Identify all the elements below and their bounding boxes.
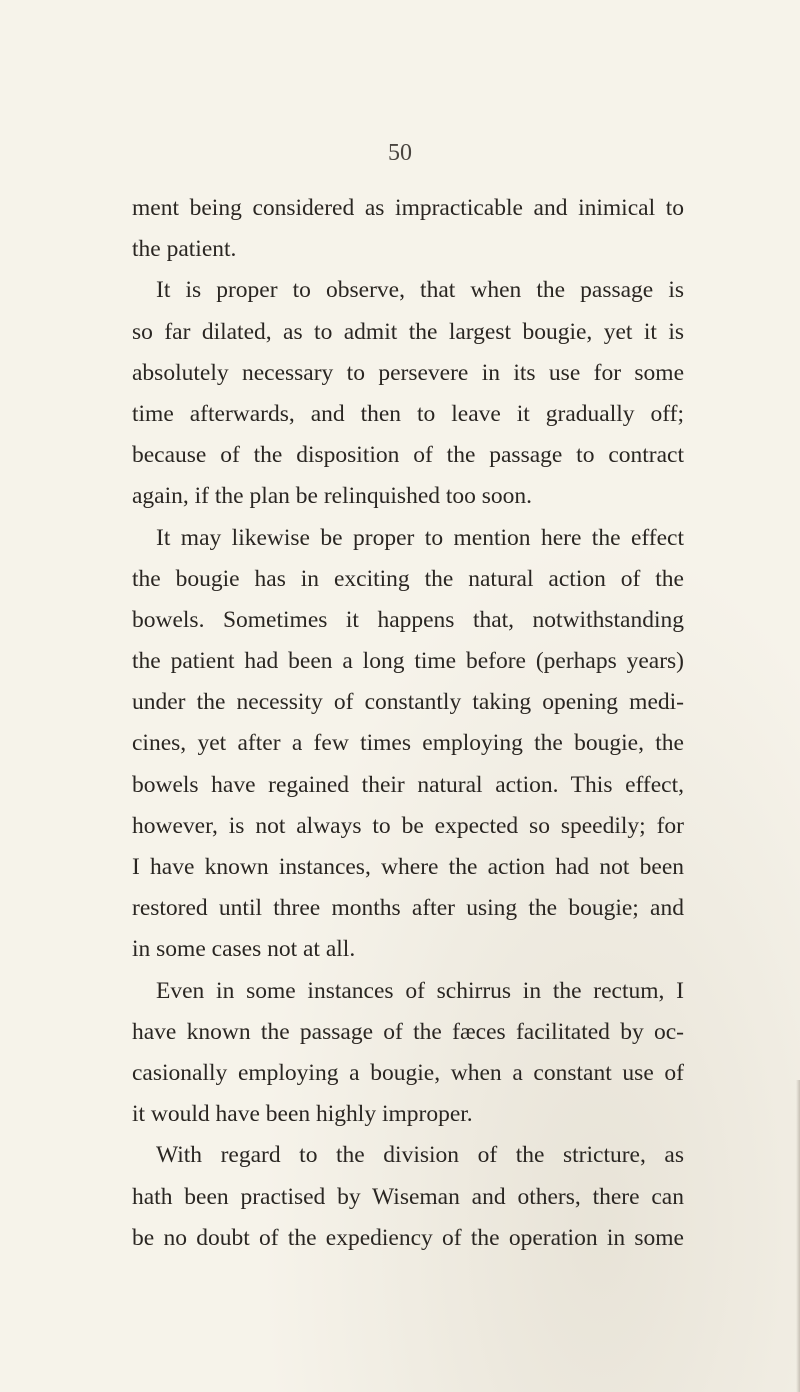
body-text bbox=[132, 188, 684, 1259]
text-line: ment being considered as impracticable and inimical to bbox=[132, 195, 684, 221]
text-line: cines, yet after a few times employing the bougie, the bbox=[132, 730, 684, 757]
text-line: casionally employing a bougie, when a constant use of bbox=[132, 1059, 684, 1086]
text-line: It may likewise be proper to mention here the effect bbox=[156, 524, 684, 551]
text-line: With regard to the division of the stricture, as bbox=[156, 1142, 684, 1169]
text-line: because of the disposition of the passage to contract bbox=[132, 442, 684, 469]
text-line: the patient had been a long time before (perhaps years) bbox=[132, 648, 684, 675]
text-line: bowels. Sometimes it happens that, notwithstanding bbox=[132, 606, 684, 633]
text-line: I have known instances, where the action had not been bbox=[132, 854, 684, 880]
text-line: absolutely necessary to persevere in its use for some bbox=[132, 359, 684, 386]
text-line: in some cases not at all. bbox=[132, 936, 356, 963]
text-line: however, is not always to be expected so speedily; for bbox=[132, 812, 684, 839]
text-line: the patient. bbox=[132, 236, 237, 263]
text-line: bowels have regained their natural action. This effect, bbox=[132, 771, 684, 798]
text-line: It is proper to observe, that when the passage is bbox=[156, 277, 684, 304]
text-line: the bougie has in exciting the natural action of the bbox=[132, 565, 684, 592]
page-edge-shadow bbox=[796, 1080, 800, 1392]
text-line: Even in some instances of schirrus in the rectum, I bbox=[156, 977, 684, 1004]
text-line: have known the passage of the fæces facilitated by oc- bbox=[132, 1018, 684, 1045]
text-line: restored until three months after using the bougie; and bbox=[132, 895, 684, 922]
text-line: so far dilated, as to admit the largest bougie, yet it is bbox=[132, 318, 684, 345]
text-line: be no doubt of the expediency of the operation in some bbox=[132, 1224, 684, 1251]
text-line: under the necessity of constantly taking opening medi- bbox=[132, 689, 684, 716]
text-line: it would have been highly improper. bbox=[132, 1101, 473, 1128]
page-number: 50 bbox=[388, 140, 412, 166]
text-line: again, if the plan be relinquished too soon. bbox=[132, 483, 533, 510]
text-line: hath been practised by Wiseman and others, there can bbox=[132, 1183, 684, 1210]
text-line: time afterwards, and then to leave it gradually off; bbox=[132, 400, 684, 427]
